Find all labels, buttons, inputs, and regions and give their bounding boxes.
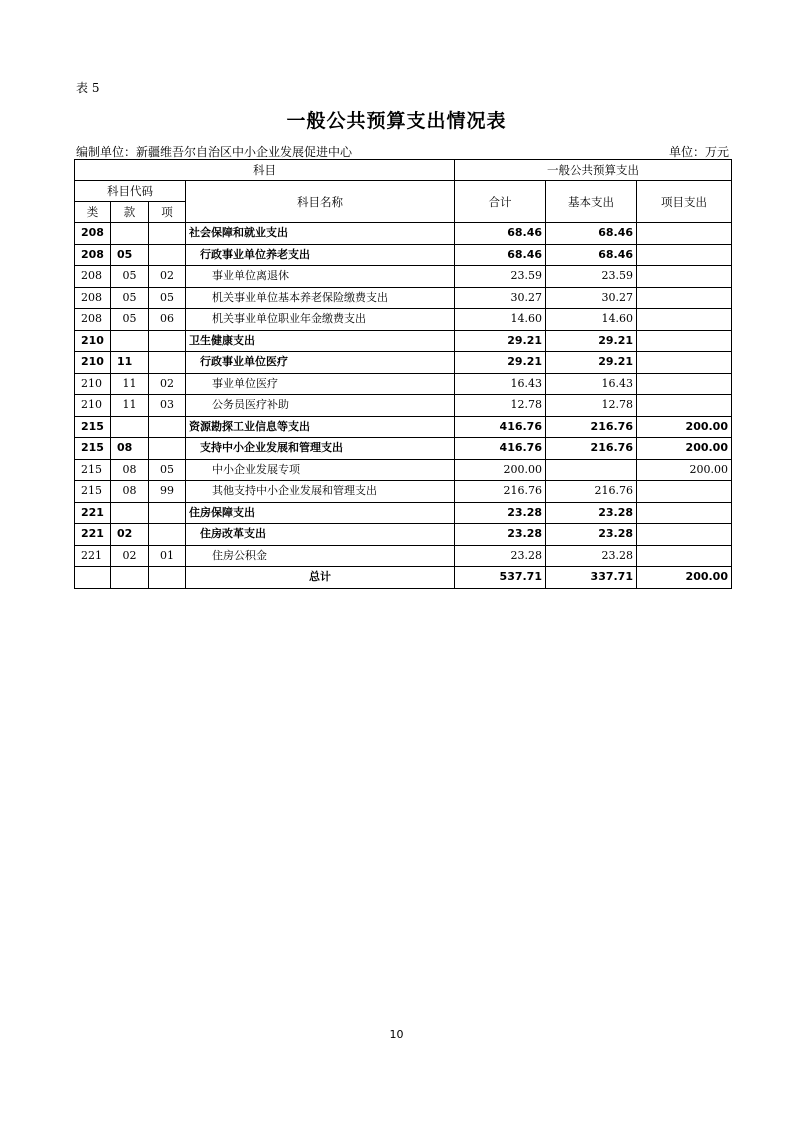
table-row bbox=[75, 266, 732, 288]
cell-total: 23.28 bbox=[455, 545, 546, 567]
cell-kuan: 02 bbox=[111, 545, 149, 567]
cell-xiang bbox=[149, 524, 186, 546]
total-basic: 337.71 bbox=[546, 567, 637, 589]
table-row bbox=[75, 330, 732, 352]
header-row-1 bbox=[75, 160, 732, 181]
cell-basic: 29.21 bbox=[546, 352, 637, 374]
cell-lei: 208 bbox=[75, 223, 111, 245]
header-general-budget: 一般公共预算支出 bbox=[455, 160, 732, 181]
cell-basic: 216.76 bbox=[546, 438, 637, 460]
table-row bbox=[75, 416, 732, 438]
cell-kuan: 05 bbox=[111, 309, 149, 331]
cell-project bbox=[637, 524, 732, 546]
cell-lei: 215 bbox=[75, 416, 111, 438]
unit-label: 单位：万元 bbox=[668, 145, 729, 159]
cell-lei: 215 bbox=[75, 459, 111, 481]
table-row bbox=[75, 524, 732, 546]
cell-basic bbox=[546, 459, 637, 481]
cell-name: 社会保障和就业支出 bbox=[186, 223, 455, 245]
cell-name: 公务员医疗补助 bbox=[186, 395, 455, 417]
cell-project: 200.00 bbox=[637, 416, 732, 438]
cell-xiang: 06 bbox=[149, 309, 186, 331]
cell-lei: 221 bbox=[75, 545, 111, 567]
cell-lei: 221 bbox=[75, 502, 111, 524]
cell-xiang bbox=[149, 416, 186, 438]
cell-basic: 68.46 bbox=[546, 244, 637, 266]
cell-project bbox=[637, 481, 732, 503]
cell-empty bbox=[111, 567, 149, 589]
header-subject-code: 科目代码 bbox=[75, 181, 186, 202]
cell-basic: 23.28 bbox=[546, 545, 637, 567]
cell-xiang: 02 bbox=[149, 373, 186, 395]
cell-xiang bbox=[149, 438, 186, 460]
cell-lei: 215 bbox=[75, 481, 111, 503]
cell-project bbox=[637, 266, 732, 288]
table-row bbox=[75, 223, 732, 245]
total-row bbox=[75, 567, 732, 589]
cell-kuan bbox=[111, 330, 149, 352]
cell-name: 事业单位医疗 bbox=[186, 373, 455, 395]
cell-kuan: 05 bbox=[111, 287, 149, 309]
cell-kuan: 05 bbox=[111, 244, 149, 266]
page-title: 一般公共预算支出情况表 bbox=[286, 110, 507, 132]
cell-xiang: 05 bbox=[149, 459, 186, 481]
cell-basic: 16.43 bbox=[546, 373, 637, 395]
table-row bbox=[75, 395, 732, 417]
cell-project bbox=[637, 244, 732, 266]
cell-name: 行政事业单位医疗 bbox=[186, 352, 455, 374]
cell-lei: 208 bbox=[75, 244, 111, 266]
cell-xiang: 05 bbox=[149, 287, 186, 309]
header-basic: 基本支出 bbox=[546, 181, 637, 223]
header-lei: 类 bbox=[75, 202, 111, 223]
cell-total: 30.27 bbox=[455, 287, 546, 309]
cell-kuan: 02 bbox=[111, 524, 149, 546]
cell-lei: 210 bbox=[75, 330, 111, 352]
cell-total: 16.43 bbox=[455, 373, 546, 395]
cell-total: 12.78 bbox=[455, 395, 546, 417]
cell-lei: 215 bbox=[75, 438, 111, 460]
table-row bbox=[75, 545, 732, 567]
cell-basic: 29.21 bbox=[546, 330, 637, 352]
cell-kuan: 08 bbox=[111, 459, 149, 481]
cell-xiang: 02 bbox=[149, 266, 186, 288]
cell-project bbox=[637, 545, 732, 567]
cell-empty bbox=[149, 567, 186, 589]
cell-name: 事业单位离退休 bbox=[186, 266, 455, 288]
cell-kuan: 11 bbox=[111, 395, 149, 417]
cell-total: 23.28 bbox=[455, 502, 546, 524]
cell-total: 29.21 bbox=[455, 352, 546, 374]
cell-basic: 12.78 bbox=[546, 395, 637, 417]
cell-total: 29.21 bbox=[455, 330, 546, 352]
cell-kuan bbox=[111, 502, 149, 524]
cell-xiang: 99 bbox=[149, 481, 186, 503]
cell-total: 416.76 bbox=[455, 416, 546, 438]
cell-kuan: 11 bbox=[111, 352, 149, 374]
total-label: 总计 bbox=[186, 567, 455, 589]
cell-name: 机关事业单位基本养老保险缴费支出 bbox=[186, 287, 455, 309]
cell-lei: 208 bbox=[75, 266, 111, 288]
cell-kuan: 08 bbox=[111, 481, 149, 503]
cell-xiang bbox=[149, 352, 186, 374]
cell-total: 68.46 bbox=[455, 244, 546, 266]
header-subject: 科目 bbox=[75, 160, 455, 181]
cell-name: 住房改革支出 bbox=[186, 524, 455, 546]
cell-kuan bbox=[111, 223, 149, 245]
cell-name: 行政事业单位养老支出 bbox=[186, 244, 455, 266]
table-row bbox=[75, 438, 732, 460]
cell-project bbox=[637, 223, 732, 245]
header-row-2 bbox=[75, 181, 732, 202]
cell-kuan bbox=[111, 416, 149, 438]
cell-project bbox=[637, 352, 732, 374]
header-total: 合计 bbox=[455, 181, 546, 223]
cell-basic: 30.27 bbox=[546, 287, 637, 309]
cell-basic: 216.76 bbox=[546, 416, 637, 438]
cell-total: 68.46 bbox=[455, 223, 546, 245]
cell-xiang: 03 bbox=[149, 395, 186, 417]
cell-basic: 23.59 bbox=[546, 266, 637, 288]
table-row bbox=[75, 481, 732, 503]
cell-name: 中小企业发展专项 bbox=[186, 459, 455, 481]
cell-project bbox=[637, 502, 732, 524]
cell-project bbox=[637, 373, 732, 395]
cell-total: 23.59 bbox=[455, 266, 546, 288]
header-kuan: 款 bbox=[111, 202, 149, 223]
cell-basic: 23.28 bbox=[546, 502, 637, 524]
cell-empty bbox=[75, 567, 111, 589]
cell-total: 416.76 bbox=[455, 438, 546, 460]
cell-project bbox=[637, 309, 732, 331]
header-xiang: 项 bbox=[149, 202, 186, 223]
cell-name: 支持中小企业发展和管理支出 bbox=[186, 438, 455, 460]
table-label: 表 5 bbox=[76, 81, 100, 95]
cell-xiang bbox=[149, 502, 186, 524]
cell-total: 14.60 bbox=[455, 309, 546, 331]
header-subject-name: 科目名称 bbox=[186, 181, 455, 223]
header-project: 项目支出 bbox=[637, 181, 732, 223]
cell-lei: 208 bbox=[75, 309, 111, 331]
cell-name: 住房保障支出 bbox=[186, 502, 455, 524]
cell-project: 200.00 bbox=[637, 459, 732, 481]
cell-xiang bbox=[149, 330, 186, 352]
cell-lei: 210 bbox=[75, 395, 111, 417]
cell-basic: 14.60 bbox=[546, 309, 637, 331]
cell-xiang bbox=[149, 223, 186, 245]
table-row bbox=[75, 287, 732, 309]
cell-lei: 210 bbox=[75, 352, 111, 374]
page-number: 10 bbox=[389, 1028, 404, 1041]
cell-project bbox=[637, 395, 732, 417]
table-row bbox=[75, 459, 732, 481]
cell-lei: 221 bbox=[75, 524, 111, 546]
cell-total: 23.28 bbox=[455, 524, 546, 546]
cell-project bbox=[637, 330, 732, 352]
table-row bbox=[75, 309, 732, 331]
cell-basic: 216.76 bbox=[546, 481, 637, 503]
cell-name: 住房公积金 bbox=[186, 545, 455, 567]
cell-project bbox=[637, 287, 732, 309]
table-row bbox=[75, 352, 732, 374]
cell-xiang: 01 bbox=[149, 545, 186, 567]
cell-lei: 208 bbox=[75, 287, 111, 309]
cell-name: 其他支持中小企业发展和管理支出 bbox=[186, 481, 455, 503]
cell-project: 200.00 bbox=[637, 438, 732, 460]
budget-table bbox=[74, 159, 732, 589]
prepared-by: 编制单位：新疆维吾尔自治区中小企业发展促进中心 bbox=[76, 145, 353, 159]
table-row bbox=[75, 502, 732, 524]
cell-kuan: 11 bbox=[111, 373, 149, 395]
cell-total: 200.00 bbox=[455, 459, 546, 481]
cell-total: 216.76 bbox=[455, 481, 546, 503]
cell-kuan: 08 bbox=[111, 438, 149, 460]
cell-basic: 68.46 bbox=[546, 223, 637, 245]
total-project: 200.00 bbox=[637, 567, 732, 589]
cell-name: 机关事业单位职业年金缴费支出 bbox=[186, 309, 455, 331]
cell-lei: 210 bbox=[75, 373, 111, 395]
table-row bbox=[75, 373, 732, 395]
cell-name: 资源勘探工业信息等支出 bbox=[186, 416, 455, 438]
cell-kuan: 05 bbox=[111, 266, 149, 288]
cell-name: 卫生健康支出 bbox=[186, 330, 455, 352]
table-row bbox=[75, 244, 732, 266]
total-total: 537.71 bbox=[455, 567, 546, 589]
cell-xiang bbox=[149, 244, 186, 266]
cell-basic: 23.28 bbox=[546, 524, 637, 546]
